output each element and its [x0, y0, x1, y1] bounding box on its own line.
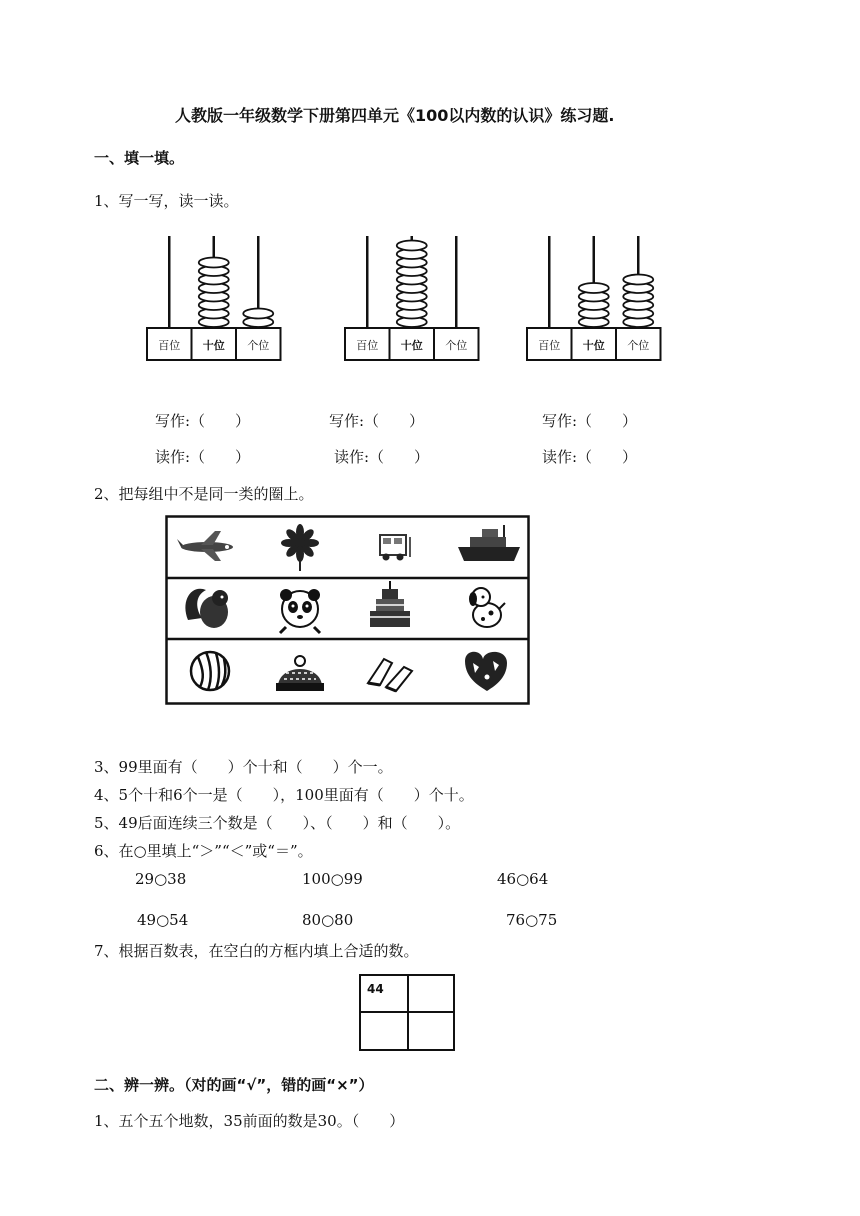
airplane-icon[interactable] [177, 531, 233, 561]
compare-5[interactable]: 80○80 [302, 911, 354, 929]
read-blank-3[interactable]: 读作:（ ） [542, 448, 638, 466]
question-1: 1、写一写，读一读。 [94, 192, 239, 210]
bus-icon[interactable] [380, 535, 410, 561]
question-5: 5、49后面连续三个数是（ ）、（ ）和（ ）。 [94, 814, 461, 832]
abacus-bead [243, 309, 273, 319]
abacus-figure [0, 0, 860, 380]
abacus-label-ones: 个位 [247, 339, 270, 352]
watermelon-icon[interactable] [191, 652, 229, 690]
flower-icon[interactable] [281, 524, 319, 571]
abacus-bead [579, 283, 609, 293]
abacus-label-ones: 个位 [627, 339, 650, 352]
compare-4[interactable]: 49○54 [137, 911, 189, 929]
picture-grid [165, 515, 531, 707]
grid-cell-44: 44 [367, 982, 384, 996]
abacus-bead [199, 258, 229, 268]
page-title: 人教版一年级数学下册第四单元《100以内数的认识》练习题. [175, 106, 615, 125]
question-3: 3、99里面有（ ）个十和（ ）个一。 [94, 758, 393, 776]
compare-3[interactable]: 46○64 [497, 870, 549, 888]
read-blank-2[interactable]: 读作:（ ） [334, 448, 430, 466]
question-2: 2、把每组中不是同一类的圈上。 [94, 485, 314, 503]
abacus-label-tens: 十位 [400, 339, 423, 352]
section-heading-fill: 一、填一填。 [94, 149, 185, 167]
cake-icon[interactable] [370, 581, 410, 627]
compare-1[interactable]: 29○38 [135, 870, 187, 888]
abacus-1 [147, 236, 281, 360]
abacus-label-hundreds: 百位 [356, 339, 379, 352]
mitten-icon[interactable] [465, 652, 507, 691]
compare-6[interactable]: 76○75 [506, 911, 558, 929]
abacus-label-tens: 十位 [582, 339, 605, 352]
hundred-chart-grid [359, 974, 455, 1051]
abacus-3 [527, 236, 661, 360]
squirrel-icon[interactable] [185, 589, 228, 628]
question-6: 6、在○里填上“＞”“＜”或“＝”。 [94, 842, 313, 860]
dog-icon[interactable] [469, 588, 505, 627]
judge-question-1: 1、五个五个地数，35前面的数是30。（ ） [94, 1112, 405, 1130]
grid-cell-blank-2[interactable] [361, 1013, 407, 1049]
hat-icon[interactable] [276, 656, 324, 691]
question-4: 4、5个十和6个一是（ ），100里面有（ ）个十。 [94, 786, 474, 804]
shoes-icon[interactable] [368, 659, 412, 691]
question-7: 7、根据百数表，在空白的方框内填上合适的数。 [94, 942, 419, 960]
abacus-label-hundreds: 百位 [158, 339, 181, 352]
read-blank-1[interactable]: 读作:（ ） [155, 448, 251, 466]
write-blank-3[interactable]: 写作:（ ） [542, 412, 638, 430]
abacus-label-tens: 十位 [202, 339, 225, 352]
abacus-2 [345, 236, 479, 360]
abacus-bead [623, 275, 653, 285]
abacus-label-hundreds: 百位 [538, 339, 561, 352]
section-heading-judge: 二、辨一辨。（对的画“√”，错的画“×”） [94, 1076, 374, 1094]
grid-cell-blank-3[interactable] [409, 1013, 453, 1049]
write-blank-1[interactable]: 写作:（ ） [155, 412, 251, 430]
abacus-label-ones: 个位 [445, 339, 468, 352]
abacus-bead [397, 241, 427, 251]
compare-2[interactable]: 100○99 [302, 870, 363, 888]
write-blank-2[interactable]: 写作:（ ） [329, 412, 425, 430]
panda-icon[interactable] [280, 589, 320, 633]
ship-icon[interactable] [458, 525, 520, 561]
grid-cell-blank-1[interactable] [409, 976, 453, 1011]
